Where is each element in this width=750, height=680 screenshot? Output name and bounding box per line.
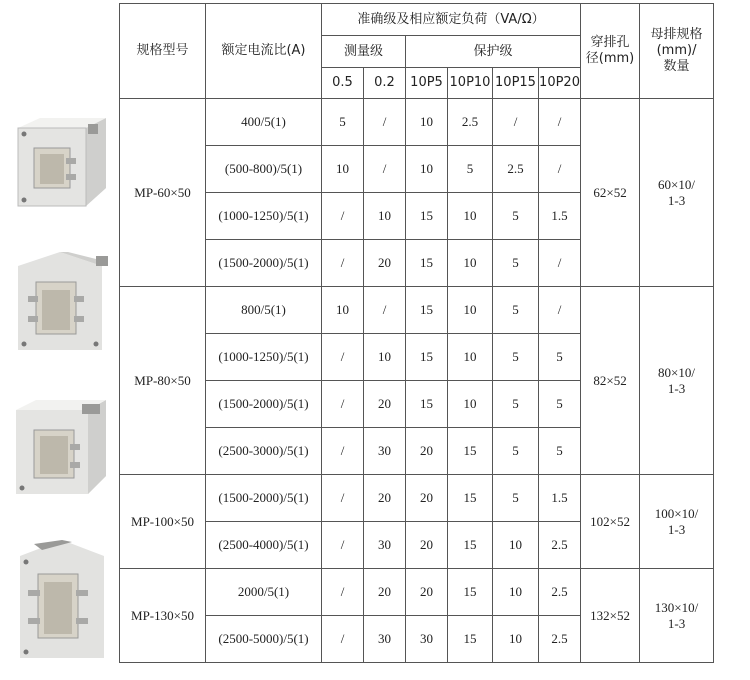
ratio-cell: (1500-2000)/5(1) [206, 381, 322, 428]
value-cell: 5 [539, 334, 581, 381]
value-cell: 5 [448, 146, 493, 193]
model-cell: MP-130×50 [120, 569, 206, 663]
busbar-cell: 60×10/ 1-3 [640, 99, 714, 287]
value-cell: / [539, 287, 581, 334]
value-cell: 10 [406, 146, 448, 193]
value-cell: 20 [364, 240, 406, 287]
value-cell: 30 [364, 428, 406, 475]
value-cell: 10 [448, 240, 493, 287]
value-cell: 1.5 [539, 475, 581, 522]
value-cell: 5 [493, 428, 539, 475]
value-cell: 15 [406, 334, 448, 381]
value-cell: 20 [406, 428, 448, 475]
header-busbar: 母排规格 (mm)/ 数量 [640, 4, 714, 99]
value-cell: 10 [448, 334, 493, 381]
value-cell: 10 [322, 146, 364, 193]
hole-cell: 62×52 [581, 99, 640, 287]
value-cell: 30 [364, 522, 406, 569]
hole-cell: 132×52 [581, 569, 640, 663]
ratio-cell: 400/5(1) [206, 99, 322, 146]
product-photo-mp130 [12, 540, 110, 660]
value-cell: / [322, 569, 364, 616]
ratio-cell: (2500-5000)/5(1) [206, 616, 322, 663]
header-protect: 保护级 [406, 36, 581, 68]
ratio-cell: (1000-1250)/5(1) [206, 334, 322, 381]
value-cell: 15 [406, 240, 448, 287]
value-cell: / [539, 146, 581, 193]
value-cell: 10 [406, 99, 448, 146]
table-row [120, 475, 714, 522]
header-ratio: 额定电流比(A) [206, 4, 322, 99]
value-cell: 10 [322, 287, 364, 334]
value-cell: / [493, 99, 539, 146]
table-row [120, 99, 714, 146]
value-cell: 20 [406, 475, 448, 522]
class-label: 10P10 [448, 68, 493, 99]
ratio-cell: 800/5(1) [206, 287, 322, 334]
ratio-cell: 2000/5(1) [206, 569, 322, 616]
value-cell: / [322, 240, 364, 287]
value-cell: 20 [364, 475, 406, 522]
ratio-cell: (500-800)/5(1) [206, 146, 322, 193]
value-cell: 2.5 [539, 522, 581, 569]
ratio-cell: (2500-4000)/5(1) [206, 522, 322, 569]
value-cell: / [322, 428, 364, 475]
value-cell: 2.5 [539, 569, 581, 616]
value-cell: 30 [364, 616, 406, 663]
value-cell: / [322, 522, 364, 569]
value-cell: 15 [448, 522, 493, 569]
hole-cell: 82×52 [581, 287, 640, 475]
value-cell: 30 [406, 616, 448, 663]
ratio-cell: (1500-2000)/5(1) [206, 240, 322, 287]
value-cell: 10 [493, 569, 539, 616]
hole-cell: 102×52 [581, 475, 640, 569]
value-cell: 5 [322, 99, 364, 146]
header-accuracy: 准确级及相应额定负荷（VA/Ω） [322, 4, 581, 36]
value-cell: 10 [493, 522, 539, 569]
value-cell: 20 [364, 569, 406, 616]
class-label: 0.2 [364, 68, 406, 99]
class-label: 0.5 [322, 68, 364, 99]
value-cell: / [364, 146, 406, 193]
value-cell: 5 [539, 428, 581, 475]
value-cell: 10 [448, 381, 493, 428]
ratio-cell: (1500-2000)/5(1) [206, 475, 322, 522]
header-model: 规格型号 [120, 4, 206, 99]
value-cell: / [364, 287, 406, 334]
value-cell: / [539, 240, 581, 287]
value-cell: 15 [406, 381, 448, 428]
class-label: 10P5 [406, 68, 448, 99]
value-cell: 10 [364, 193, 406, 240]
value-cell: 5 [493, 334, 539, 381]
value-cell: 5 [493, 240, 539, 287]
model-cell: MP-80×50 [120, 287, 206, 475]
spec-table [119, 3, 714, 663]
value-cell: 10 [493, 616, 539, 663]
value-cell: / [322, 381, 364, 428]
value-cell: 5 [493, 475, 539, 522]
value-cell: 15 [406, 193, 448, 240]
table-row [120, 569, 714, 616]
ratio-cell: (2500-3000)/5(1) [206, 428, 322, 475]
value-cell: 10 [448, 287, 493, 334]
value-cell: 5 [493, 193, 539, 240]
header-measure: 测量级 [322, 36, 406, 68]
value-cell: 2.5 [539, 616, 581, 663]
value-cell: / [322, 193, 364, 240]
value-cell: / [322, 334, 364, 381]
value-cell: 20 [406, 522, 448, 569]
value-cell: 15 [448, 569, 493, 616]
busbar-cell: 100×10/ 1-3 [640, 475, 714, 569]
value-cell: / [539, 99, 581, 146]
value-cell: 20 [364, 381, 406, 428]
ratio-cell: (1000-1250)/5(1) [206, 193, 322, 240]
value-cell: / [322, 616, 364, 663]
class-label: 10P15 [493, 68, 539, 99]
model-cell: MP-60×50 [120, 99, 206, 287]
product-photo-mp80 [12, 252, 110, 352]
header-hole: 穿排孔 径(mm) [581, 4, 640, 99]
value-cell: 10 [448, 193, 493, 240]
value-cell: 20 [406, 569, 448, 616]
value-cell: 5 [539, 381, 581, 428]
product-photo-mp100 [12, 400, 110, 496]
busbar-cell: 130×10/ 1-3 [640, 569, 714, 663]
value-cell: 10 [364, 334, 406, 381]
value-cell: 5 [493, 287, 539, 334]
value-cell: 15 [448, 428, 493, 475]
value-cell: 15 [448, 475, 493, 522]
value-cell: 15 [406, 287, 448, 334]
value-cell: 15 [448, 616, 493, 663]
table-row [120, 287, 714, 334]
value-cell: / [322, 475, 364, 522]
product-photo-mp60 [12, 118, 110, 210]
model-cell: MP-100×50 [120, 475, 206, 569]
value-cell: / [364, 99, 406, 146]
value-cell: 5 [493, 381, 539, 428]
value-cell: 2.5 [448, 99, 493, 146]
busbar-cell: 80×10/ 1-3 [640, 287, 714, 475]
class-label: 10P20 [539, 68, 581, 99]
value-cell: 2.5 [493, 146, 539, 193]
value-cell: 1.5 [539, 193, 581, 240]
